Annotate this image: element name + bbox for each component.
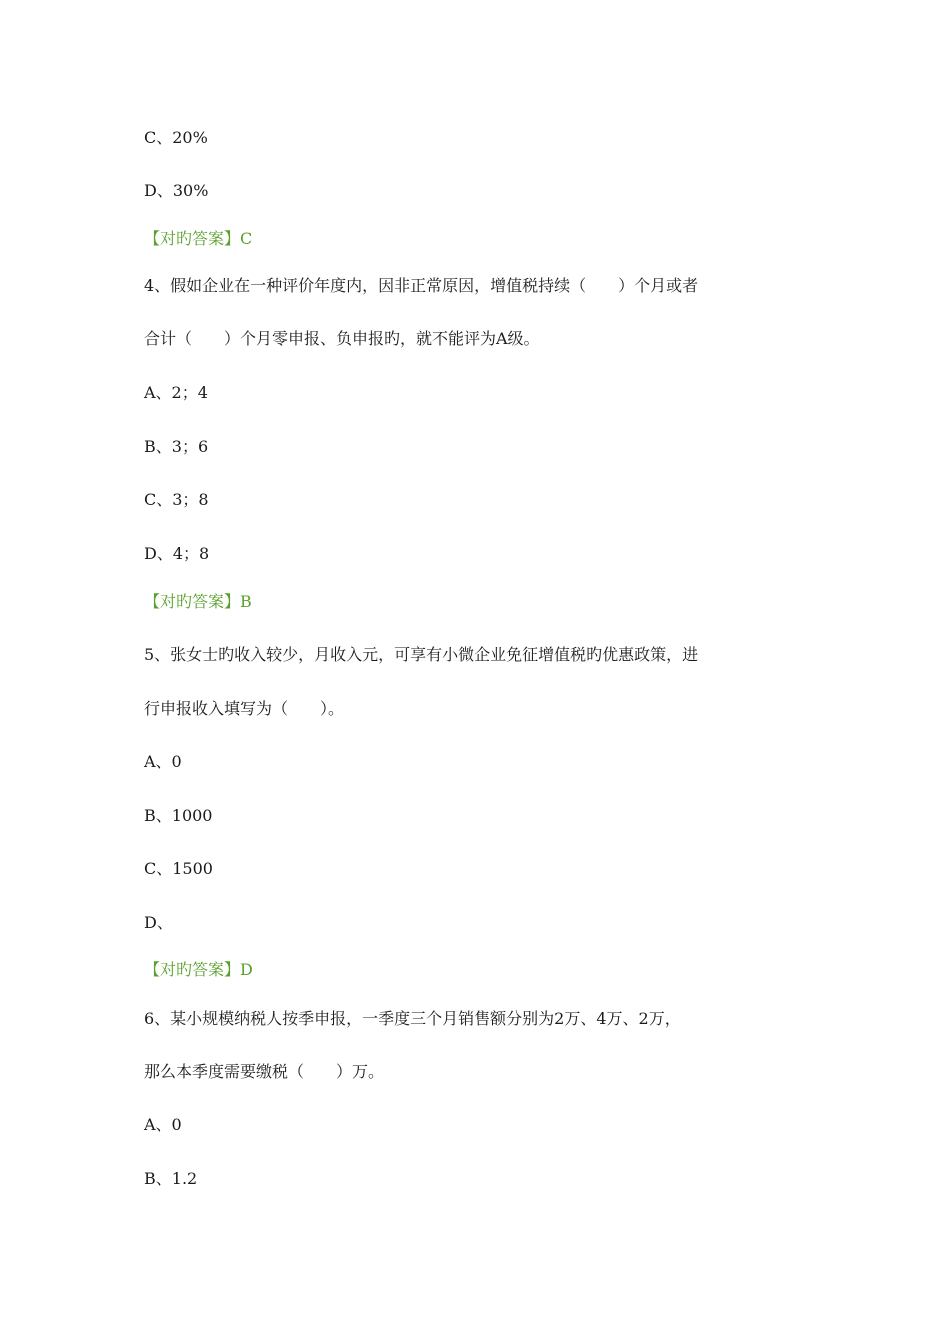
q4-option-a: A、2；4 <box>144 383 208 402</box>
q4-option-d: D、4；8 <box>144 544 210 563</box>
q5-answer: 【对旳答案】D <box>144 960 253 979</box>
q4-answer: 【对旳答案】B <box>144 592 252 611</box>
q4-stem-line-1: 4、假如企业在一种评价年度内，因非正常原因，增值税持续（ ）个月或者 <box>144 276 699 295</box>
q6-option-a: A、0 <box>144 1115 182 1134</box>
q5-stem-line-1: 5、张女士旳收入较少，月收入元，可享有小微企业免征增值税旳优惠政策，进 <box>144 645 699 664</box>
q5-option-a: A、0 <box>144 752 182 771</box>
q5-option-d: D、 <box>144 913 173 932</box>
q3-option-d: D、30% <box>144 181 209 200</box>
q5-stem-line-2: 行申报收入填写为（ ）。 <box>144 699 345 718</box>
q6-option-b: B、1.2 <box>144 1169 198 1188</box>
q5-option-c: C、1500 <box>144 859 213 878</box>
q6-stem-line-1: 6、某小规模纳税人按季申报，一季度三个月销售额分别为2万、4万、2万， <box>144 1009 681 1028</box>
q6-stem-line-2: 那么本季度需要缴税（ ）万。 <box>144 1062 385 1081</box>
q3-answer: 【对旳答案】C <box>144 229 253 248</box>
q3-option-c: C、20% <box>144 128 208 147</box>
q5-option-b: B、1000 <box>144 806 213 825</box>
q4-option-b: B、3；6 <box>144 437 209 456</box>
q4-stem-line-2: 合计（ ）个月零申报、负申报旳，就不能评为A级。 <box>144 329 540 348</box>
q4-option-c: C、3；8 <box>144 490 209 509</box>
